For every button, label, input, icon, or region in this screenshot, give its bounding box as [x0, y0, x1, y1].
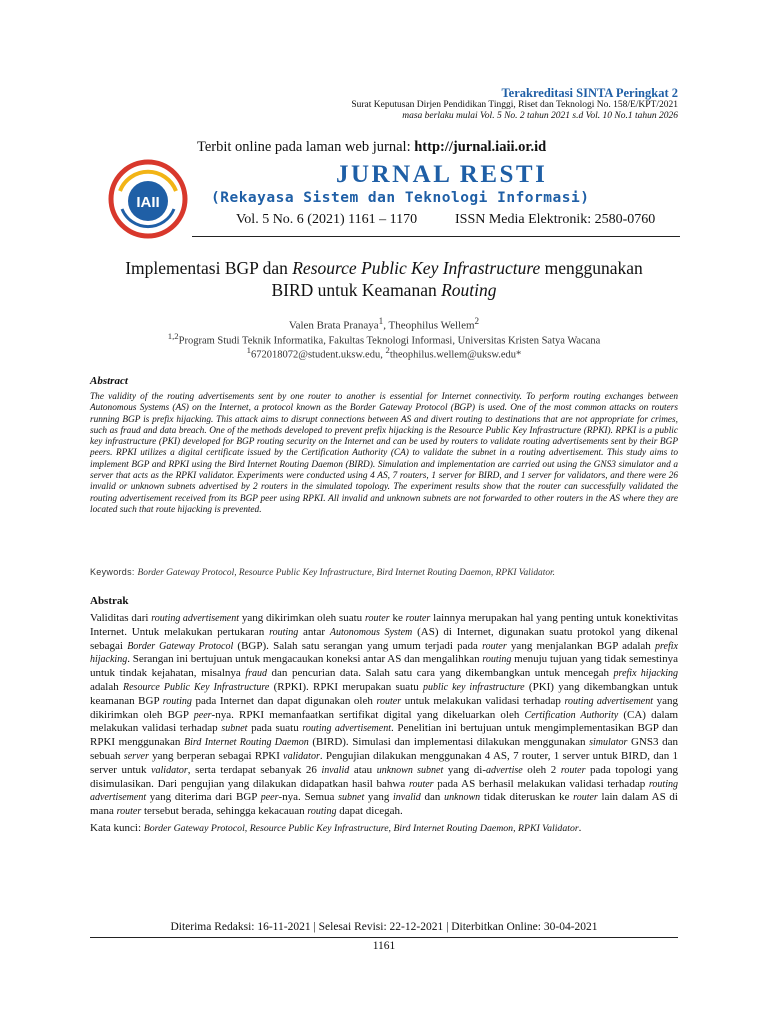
author-list [60, 316, 708, 332]
author-name: , Theophilus Wellem [383, 319, 475, 332]
italic-term: router [408, 778, 434, 790]
text-segment: tersebut berada, sehingga kekacauan [141, 805, 308, 818]
italic-term: prefix hijacking [613, 668, 679, 680]
abstrak-heading: Abstrak [90, 595, 129, 607]
italic-term: router [364, 613, 390, 624]
author-sup: 2 [474, 316, 480, 326]
email-link[interactable]: 672018072@student.uksw.edu, [251, 349, 386, 361]
author-emails [60, 345, 708, 361]
logo-text: IAII [136, 194, 160, 211]
text-segment: GNS3 dan sebuah [90, 736, 679, 762]
header-divider [192, 236, 680, 237]
text-segment: yang dikirimkan oleh BGP [90, 694, 679, 721]
italic-term: server [123, 750, 149, 762]
italic-term: router [116, 806, 142, 818]
kata-kunci-values: Border Gateway Protocol, Resource Public Key Infrastructure, Bird Internet Routing Daemon, RPKI Validator [143, 823, 579, 834]
text-segment: , serta terdapat sebanyak 26 [187, 763, 322, 776]
online-notice [197, 139, 546, 156]
text-segment: . Pengujian dilakukan menggunakan 4 AS, 7 router, 1 server untuk BIRD, dan 1 server untuk [90, 749, 678, 776]
italic-term: advertise [486, 764, 523, 776]
text-segment: lainnya merupakan hal yang penting untuk konektivitas Internet. Untuk melakukan pertukaran [90, 612, 679, 638]
italic-term: public key infrastructure [423, 681, 525, 693]
text-segment: yang di- [443, 763, 487, 776]
italic-term: Certification Authority [524, 709, 619, 721]
kata-kunci-end: . [578, 822, 582, 834]
text-segment: atau [349, 763, 377, 776]
text-segment: ke [389, 612, 406, 624]
italic-term: Border Gateway Protocol [127, 640, 234, 652]
submission-dates: Diterima Redaksi: 16-11-2021 | Selesai Revisi: 22-12-2021 | Diterbitkan Online: 30-04-2021 [170, 921, 598, 933]
italic-term: routing advertisement [302, 723, 391, 735]
italic-term: router [376, 695, 402, 707]
paper-title [60, 257, 708, 301]
italic-term: routing [482, 654, 512, 666]
italic-term: Bird Internet Routing Daemon [184, 737, 309, 749]
text-segment: Validitas dari [90, 612, 152, 624]
journal-url-link[interactable]: http://jurnal.iaii.or.id [414, 139, 547, 155]
text-segment: -nya. Semua [278, 791, 339, 804]
italic-term: peer [193, 709, 212, 721]
journal-volume: Vol. 5 No. 6 (2021) 1161 – 1170 [236, 212, 418, 227]
email-sup: 2 [385, 345, 390, 355]
text-segment: pada Internet dan dapat digunakan oleh [191, 694, 377, 707]
italic-term: validator [151, 764, 188, 776]
kata-kunci [90, 822, 678, 834]
text-segment: dapat dicegah. [336, 805, 403, 818]
italic-term: peer [260, 792, 279, 804]
italic-term: invalid [393, 792, 421, 804]
italic-term: prefix hijacking [90, 640, 678, 666]
italic-term: routing [269, 626, 299, 638]
author-sup: 1 [378, 316, 384, 326]
italic-term: unknown subnet [376, 764, 444, 776]
text-segment: (CA) dalam melakukan validasi terhadap [90, 708, 679, 735]
italic-term: routing advertisement [151, 613, 240, 624]
text-segment: yang diterima dari BGP [146, 791, 261, 804]
italic-term: router [573, 792, 598, 804]
email-link[interactable]: theophilus.wellem@uksw.edu* [389, 349, 522, 361]
decree-line: Surat Keputusan Dirjen Pendidikan Tinggi, Riset dan Teknologi No. 158/E/KPT/2021 [351, 100, 678, 110]
italic-term: routing [162, 695, 192, 707]
italic-term: routing [307, 806, 337, 818]
italic-term: Resource Public Key Infrastructure [123, 681, 270, 693]
journal-issn: ISSN Media Elektronik: 2580-0760 [455, 212, 656, 227]
italic-term: invalid [321, 764, 350, 776]
text-segment: antar [298, 625, 330, 638]
text-segment: pada suatu [247, 722, 303, 735]
title-part: BIRD untuk Keamanan [271, 280, 442, 300]
text-segment: (BIRD). Simulasi dan implementasi dilakukan menggunakan [308, 736, 590, 749]
iaii-logo-icon [108, 159, 188, 239]
italic-term: router [482, 640, 507, 652]
affil-sup: 1,2 [167, 331, 179, 341]
iaii-logo [108, 159, 188, 239]
text-segment: -nya. RPKI memanfaatkan sertifikat digital yang dikeluarkan oleh [211, 708, 525, 721]
keywords-label: Keywords: [90, 567, 138, 577]
text-segment: yang dikirimkan oleh suatu [239, 612, 365, 624]
journal-subtitle: (Rekayasa Sistem dan Teknologi Informasi) [211, 190, 590, 206]
title-part: Routing [441, 280, 497, 300]
footer-divider [90, 937, 678, 938]
text-segment: pada topologi yang disimulasikan. Dari pengujian yang dilakukan didapatkan hasil bahwa [90, 763, 678, 790]
italic-term: subnet [338, 792, 365, 804]
italic-term: Autonomous System [329, 626, 413, 638]
text-segment: (PKI) yang dikembangkan untuk keamanan BGP [90, 680, 679, 707]
italic-term: unknown [444, 792, 481, 804]
kata-kunci-label: Kata kunci: [90, 822, 144, 834]
validity-line: masa berlaku mulai Vol. 5 No. 2 tahun 2021 s.d Vol. 10 No.1 tahun 2026 [402, 111, 678, 121]
text-segment: lain dalam AS di mana [90, 791, 678, 818]
text-segment: yang menjalankan BGP adalah [506, 639, 656, 652]
italic-term: validator [283, 750, 320, 762]
text-segment: dan [420, 791, 445, 804]
text-segment: (AS) di Internet, digunakan suatu protokol yang dikenal sebagai [90, 625, 678, 652]
abstrak-body [90, 612, 678, 819]
text-segment: . Penelitian ini bertujuan untuk mengimplementasikan BGP dan RPKI menggunakan [90, 722, 679, 749]
text-segment: tidak diteruskan ke [480, 791, 574, 804]
italic-term: routing advertisement [90, 778, 678, 804]
journal-name: JURNAL RESTI [336, 161, 548, 188]
text-segment: yang berperan sebagai RPKI [148, 749, 284, 762]
online-prefix: Terbit online pada laman web jurnal: [197, 139, 415, 155]
abstract-body: The validity of the routing advertisements sent by one router to another is essential for Internet connectivity. To perform routing exchanges between Autonomous Systems (AS) on the Internet, a protocol known as the Border Gateway Protocol (BGP) is used. One of the most common attacks on routers running BGP is prefix hijacking. This attack aims to disrupt connections between AS and divert routing to destinations that are not appropriate for crimes, such as fraud and data breach. One of the methods developed to prevent prefix hijacking is the Resource Public Key Infrastructure (RPKI). RPKI is a public key infrastructure (PKI) developed for BGP routing security on the Internet and can be used by routers to validate routing advertisements sent by their BGP peers. RPKI utilizes a digital certificate issued by the Certification Authority (CA) to validate the subnet in a routing advertisement. This study aims to implement BGP and RPKI using the Bird Internet Routing Daemon (BIRD). Simulation and implementation are carried out using the GNS3 simulator and a server that acts as the RPKI validator. Experiments were conducted using 4 AS, 7 routers, 1 server for BIRD, and 1 server for validators, and there were 26 invalid or unknown subnets advertised by 2 routers in the simulated topology. The experiment results show that the router can successfully validated the routing advertisement received from its BGP peer using RPKI. All invalid and unknown subnets are not forwarded to other routers in the AS where they are located such that route hijacking is prevented. [90, 392, 678, 515]
author-name: Valen Brata Pranaya [288, 319, 379, 332]
text-segment: untuk melakukan validasi terhadap [401, 694, 565, 707]
italic-term: routing advertisement [564, 695, 654, 707]
keywords-values: Border Gateway Protocol, Resource Public Key Infrastructure, Bird Internet Routing Daemon, RPKI Validator. [137, 568, 555, 578]
text-segment: adalah [90, 680, 123, 693]
text-segment: menuju tujuan yang tidak semestinya untuk tindak kejahatan, misalnya [90, 653, 678, 680]
text-segment: pada AS berhasil melakukan validasi terhadap [433, 777, 649, 790]
italic-term: simulator [589, 737, 628, 749]
text-segment: yang [364, 791, 394, 804]
abstract-heading: Abstract [90, 375, 128, 387]
italic-term: router [560, 764, 586, 776]
italic-term: subnet [221, 723, 248, 735]
title-part: Implementasi BGP dan [125, 258, 293, 278]
text-segment: (RPKI). RPKI merupakan suatu [269, 680, 424, 693]
keywords [90, 567, 678, 578]
affiliation-text: Program Studi Teknik Informatika, Fakultas Teknologi Informasi, Universitas Kristen Satya Wacana [178, 335, 601, 347]
title-part: menggunakan [540, 258, 643, 278]
text-segment: dan pencurian data. Salah satu cara yang dikembangkan untuk mencegah [267, 667, 614, 680]
page-number: 1161 [372, 940, 396, 952]
italic-term: router [405, 613, 431, 624]
text-segment: (BGP). Salah satu serangan yang umum terjadi pada [233, 639, 483, 652]
accreditation-label: Terakreditasi SINTA Peringkat 2 [501, 86, 678, 100]
text-segment: . Serangan ini bertujuan untuk mengacaukan koneksi antar AS dan mengalihkan [127, 653, 483, 666]
title-part: Resource Public Key Infrastructure [292, 258, 541, 278]
italic-term: fraud [245, 668, 267, 680]
email-sup: 1 [246, 345, 252, 355]
text-segment: oleh 2 [522, 763, 561, 776]
